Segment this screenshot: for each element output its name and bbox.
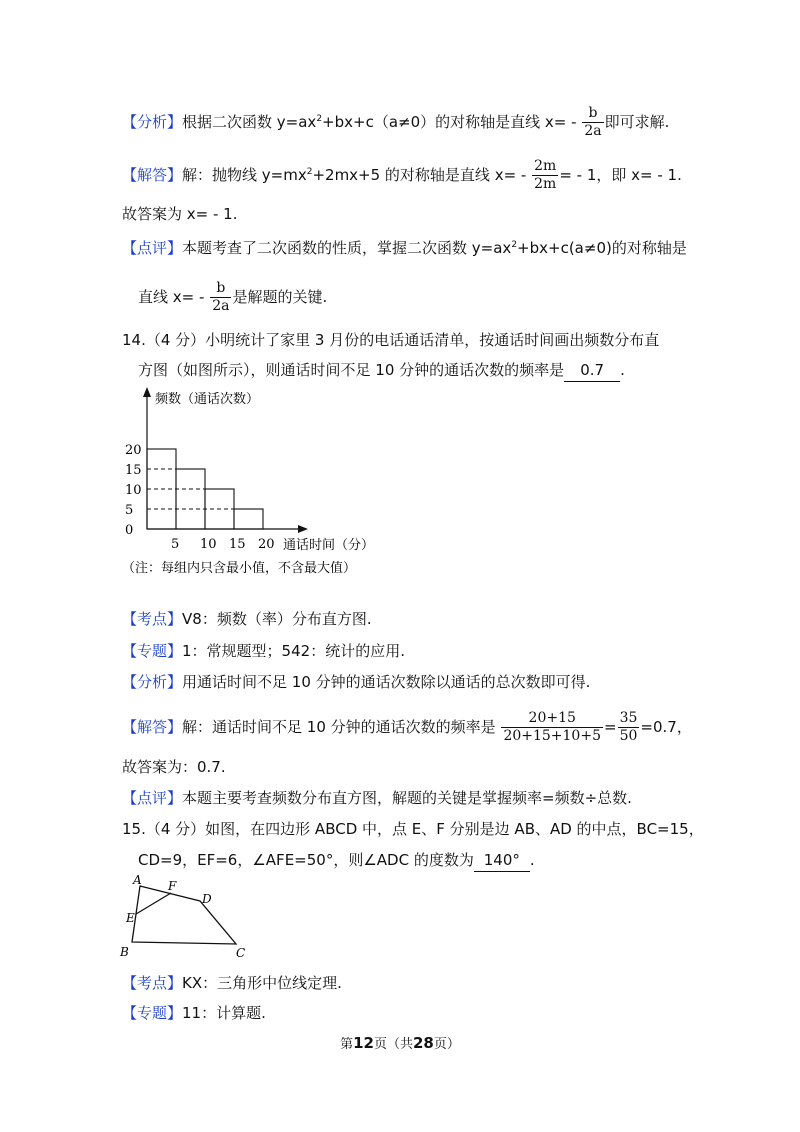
comment-text: 本题主要考查频数分布直方图，解题的关键是掌握频率=频数÷总数. [182,789,632,807]
y-tick-label: 15 [125,463,142,478]
y-axis-arrow [143,387,151,397]
comment-tag: 【点评】 [122,239,183,257]
kaodian-text: KX：三角形中位线定理. [182,974,342,992]
label-d: D [202,892,212,906]
q13-comment-line [122,234,687,259]
question-text: CD=9，EF=6，∠AFE=50°，则∠ADC 的度数为 [138,851,474,869]
q13-comment-line2 [138,280,327,315]
numerator: 2m [534,158,557,174]
analysis-text: +bx+c（a≠0）的对称轴是直线 x= - [322,113,577,131]
fraction [582,105,603,140]
kaodian-tag: 【考点】 [122,974,183,992]
analysis-text: 用通话时间不足 10 分钟的通话次数除以通话的总次数即可得. [182,673,591,691]
y-tick-label: 0 [125,523,134,538]
q13-answer: 故答案为 x= - 1. [122,205,238,223]
analysis-text: 根据二次函数 y=ax [182,113,317,131]
q15-question-line2 [138,849,535,872]
superscript: 2 [316,114,323,124]
solution-text: = - 1，即 x= - 1. [559,166,682,184]
comment-text: 是解题的关键. [232,288,328,306]
x-tick-label: 15 [229,537,246,552]
q14-analysis-line [122,671,590,693]
y-axis-title: 频数（通话次数） [155,392,260,407]
x-axis-arrow [298,525,308,533]
superscript: 2 [306,167,313,177]
numerator: b [210,280,231,298]
analysis-tag: 【分析】 [122,113,183,131]
segment-ef [136,893,171,914]
y-tick-label: 5 [125,503,134,518]
q14-comment-line [122,787,632,809]
chart-note: （注：每组内只含最小值，不含最大值） [122,561,357,576]
question-text: 方图（如图所示），则通话时间不足 10 分钟的通话次数的频率是 [138,361,565,379]
kaodian-text: V8：频数（率）分布直方图. [182,610,372,628]
zhuanti-text: 11：计算题. [182,1004,266,1022]
zhuanti-text: 1：常规题型；542：统计的应用. [182,642,405,660]
solution-result: =0.7， [640,718,692,736]
histogram-bar [234,509,263,529]
y-tick-label: 10 [125,483,142,498]
footer-text: 第 [340,1037,354,1052]
label-f: F [168,879,177,893]
histogram-chart [110,385,410,585]
comment-tag: 【点评】 [122,789,183,807]
analysis-tag: 【分析】 [122,673,183,691]
histogram-bar [176,469,205,529]
denominator: 50 [619,728,638,744]
answer-blank: 0.7 [564,359,620,382]
q14-answer: 故答案为：0.7. [122,758,226,776]
x-tick-label: 10 [200,537,217,552]
quadrilateral-figure [110,872,260,964]
q15-zhuanti-line [122,1002,266,1024]
analysis-text: 即可求解. [604,113,670,131]
denominator: 2a [212,298,230,314]
fraction [501,710,603,745]
page-number: 12 [353,1034,374,1052]
q14-zhuanti-line [122,640,405,662]
q14-question-line2 [138,359,625,382]
q13-solution-line [122,158,682,193]
denominator: 20+15+10+5 [503,728,601,744]
solution-tag: 【解答】 [122,166,183,184]
q15-kaodian-line [122,972,342,994]
numerator: b [582,105,603,123]
quadrilateral-abcd [132,886,236,944]
label-a: A [133,873,142,887]
comment-text: +bx+c(a≠0)的对称轴是 [517,239,687,257]
numerator: 20+15 [501,710,603,728]
comment-text: 直线 x= - [138,288,205,306]
y-tick-label: 20 [125,443,142,458]
fraction [532,158,558,193]
question-end: . [529,851,535,869]
label-c: C [236,946,246,960]
solution-text: 解：抛物线 y=mx [182,166,307,184]
kaodian-tag: 【考点】 [122,610,183,628]
question-end: . [620,361,625,379]
zhuanti-tag: 【专题】 [122,642,183,660]
q15-question-line1: 15.（4 分）如图，在四边形 ABCD 中，点 E、F 分别是边 AB、AD 的中点，BC=15， [122,820,704,838]
answer-blank: 140° [474,849,530,872]
x-axis-title: 通话时间（分） [283,538,375,553]
zhuanti-tag: 【专题】 [122,1004,183,1022]
solution-tag: 【解答】 [122,718,183,736]
fraction [618,710,640,745]
x-tick-label: 20 [258,537,275,552]
x-tick-label: 5 [171,537,180,552]
numerator: 35 [619,710,638,726]
superscript: 2 [511,240,518,250]
q14-question-line1: 14.（4 分）小明统计了家里 3 月份的电话通话清单，按通话时间画出频数分布直 [122,331,660,349]
q13-analysis-line [122,105,669,140]
fraction [210,280,231,315]
total-pages: 28 [413,1034,434,1052]
denominator: 2a [584,123,602,139]
label-e: E [126,911,135,925]
q14-kaodian-line [122,608,372,630]
footer-text: 页（共 [373,1037,413,1052]
footer-text: 页） [433,1037,460,1052]
denominator: 2m [534,176,557,192]
q14-solution-line: 【解答】解：通话时间不足 10 分钟的通话次数的频率是 $\frac{20+15}{20+15+10+5}$ = $\frac{35}{50}$ =0.7， [122,710,692,744]
page-footer [0,1033,800,1052]
label-b: B [120,945,129,959]
comment-text: 本题考查了二次函数的性质，掌握二次函数 y=ax [182,239,512,257]
solution-text: 解：通话时间不足 10 分钟的通话次数的频率是 [182,718,496,736]
solution-text: +2mx+5 的对称轴是直线 x= - [312,166,527,184]
